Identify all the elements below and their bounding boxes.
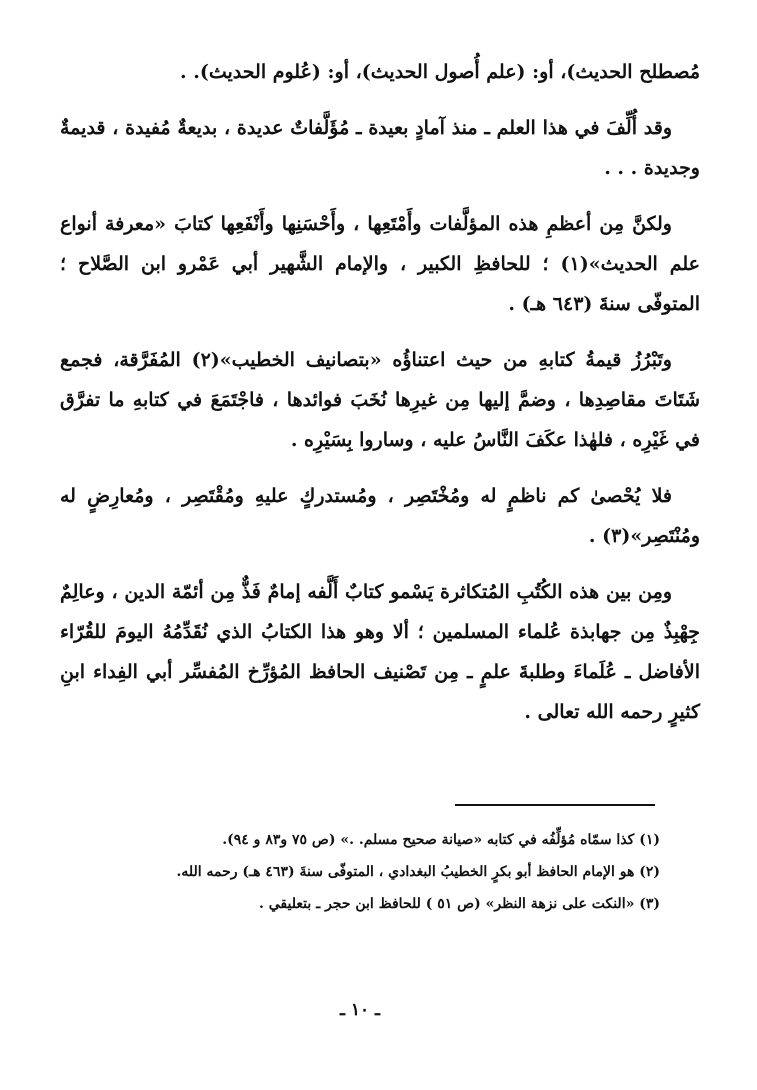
paragraph-4: وتَبْرُزُ قيمةُ كتابهِ من حيث اعتناؤُه «بتصانيف الخطيب»(٢) المُفَرَّقة، فجمع شَتَاتَ مقاصِدِها ، وضمَّ إليها مِن غيرِها نُخَبَ فوائدها ، فاجْتَمَعَ في كتابهِ ما تفرَّق في غَيْرِه ، فلهٰذا عكَفَ النَّاسُ عليه ، وساروا بِسَيْرِه . (60, 349, 700, 451)
footnote-1: (١) كذا سمّاه مُؤلِّفُه في كتابه «صيانة صحيح مسلم. .» (ص ٧٥ و٨٣ و ٩٤). (222, 832, 660, 848)
paragraph-3: ولكنَّ مِن أعظمِ هذه المؤلَّفات وأَمْتَعِها ، وأَحْسَنِها وأَنْفَعِها كتابَ «معرفة أنواع علم الحديث»(١) ؛ للحافظِ الكبير ، والإمام الشَّهير أبي عَمْرو ابن الصَّلاح ؛ المتوفّى سنةَ (٦٤٣ هـ) . (60, 213, 700, 315)
footnote-2: (٢) هو الإمام الحافظ أبو بكرٍ الخطيبُ البغدادي ، المتوفّى سنةَ (٤٦٣ هـ) رحمه الله. (176, 864, 660, 880)
footnotes (60, 826, 660, 922)
paragraph-6: ومِن بين هذه الكُتُبِ المُتكاثرة يَسْمو كتابٌ أَلَّفه إمامٌ فَذٌّ مِن أئمّة الدين ، وعالِمٌ جِهْبِذٌ مِن جهابذة عُلماء المسلمين ؛ ألا وهو هذا الكتابُ الذي نُقَدِّمُهُ اليومَ للقُرّاء الأفاضل ـ عُلَماءَ وطلبةَ علمٍ ـ مِن تَصْنيف الحافظ المُؤرِّخ المُفسِّر أبي الفِداء ابنِ كثيرٍ رحمه الله تعالى . (60, 581, 700, 723)
footnote-divider (455, 804, 655, 806)
paragraph-5: فلا يُحْصىٰ كم ناظمٍ له ومُخْتَصِر ، ومُستدركٍ عليهِ ومُقْتَصِر ، ومُعارِضٍ له ومُنْتَصِر»(٣) . (60, 485, 700, 547)
page-number: ـ ١٠ ـ (339, 1000, 381, 1020)
paragraph-1: مُصطلح الحديث)، أو: (علم أُصول الحديث)، أو: (عُلوم الحديث). . (180, 61, 700, 83)
main-text (60, 52, 700, 748)
paragraph-2: وقد أُلِّفَ في هذا العلم ـ منذ آمادٍ بعيدة ـ مُؤَلَّفاتٌ عديدة ، بديعةٌ مُفيدة ، قديمةٌ وجديدة . . . (60, 117, 700, 179)
footnote-3: (٣) «النكت على نزهة النظر» (ص ٥١ ) للحافظ ابن حجر ـ بتعليقي . (259, 896, 660, 912)
